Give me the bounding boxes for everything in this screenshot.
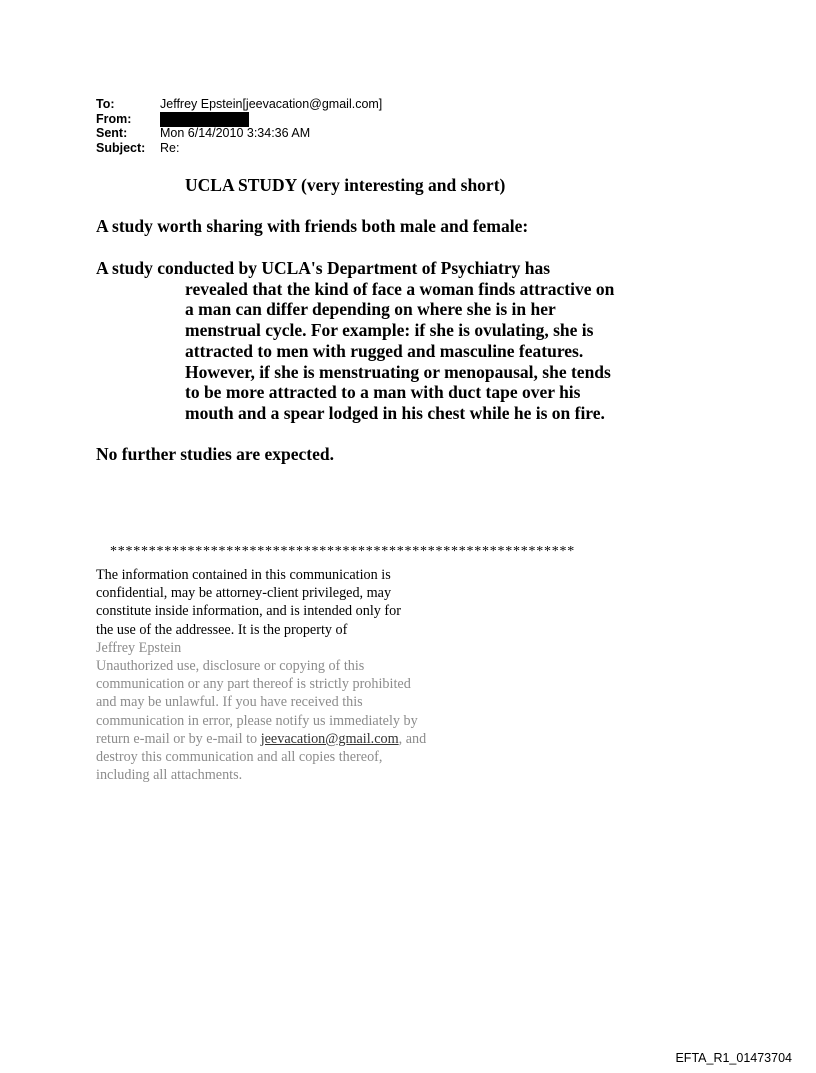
message-intro: A study worth sharing with friends both male and female: <box>96 216 529 236</box>
disclaimer-line: Jeffrey Epstein <box>96 639 182 656</box>
disclaimer-line: the use of the addressee. It is the property of <box>96 621 348 638</box>
from-label: From: <box>96 111 132 126</box>
disclaimer-line: confidential, may be attorney-client privileged, may <box>96 585 392 602</box>
study-line: attracted to men with rugged and masculine features. <box>185 340 584 361</box>
sent-row <box>96 126 382 141</box>
subject-value: Re: <box>160 140 180 155</box>
document-id: EFTA_R1_01473704 <box>675 1051 792 1065</box>
return-prefix: return e-mail or by e-mail to <box>96 730 261 747</box>
confidentiality-disclaimer <box>96 566 426 784</box>
disclaimer-line: Unauthorized use, disclosure or copying of this <box>96 658 365 675</box>
study-line: a man can differ depending on where she is in her <box>185 299 556 320</box>
study-line: However, if she is menstruating or menopausal, she tends <box>185 361 611 382</box>
subject-row <box>96 141 382 156</box>
disclaimer-line: and may be unlawful. If you have received this <box>96 694 363 711</box>
study-line: menstrual cycle. For example: if she is ovulating, she is <box>185 320 594 341</box>
return-suffix: , and <box>398 730 427 747</box>
disclaimer-separator: ************************************************************ <box>110 544 575 559</box>
study-line: revealed that the kind of face a woman finds attractive on <box>185 278 615 299</box>
disclaimer-line: communication in error, please notify us immediately by <box>96 712 418 729</box>
sent-label: Sent: <box>96 126 128 140</box>
email-header <box>96 97 382 155</box>
disclaimer-line: The information contained in this communication is <box>96 567 391 583</box>
to-label: To: <box>96 97 115 111</box>
from-row <box>96 112 382 127</box>
study-line: to be more attracted to a man with duct tape over his <box>185 382 581 403</box>
study-line: mouth and a spear lodged in his chest while he is on fire. <box>185 402 605 423</box>
disclaimer-line: constitute inside information, and is intended only for <box>96 603 401 620</box>
disclaimer-line: including all attachments. <box>96 767 243 784</box>
study-line: A study conducted by UCLA's Department of Psychiatry has <box>96 258 551 278</box>
study-paragraph <box>96 258 614 424</box>
message-title: UCLA STUDY (very interesting and short) <box>185 175 506 195</box>
sent-value: Mon 6/14/2010 3:34:36 AM <box>160 126 311 140</box>
disclaimer-line: destroy this communication and all copies thereof, <box>96 749 383 766</box>
disclaimer-line: communication or any part thereof is strictly prohibited <box>96 676 411 693</box>
message-closing: No further studies are expected. <box>96 444 334 464</box>
to-value: Jeffrey Epstein[jeevacation@gmail.com] <box>160 97 383 111</box>
disclaimer-line <box>96 730 426 748</box>
email-link[interactable]: jeevacation@gmail.com <box>260 730 399 747</box>
subject-label: Subject: <box>96 140 146 155</box>
from-redaction <box>160 112 249 127</box>
to-row <box>96 97 382 112</box>
